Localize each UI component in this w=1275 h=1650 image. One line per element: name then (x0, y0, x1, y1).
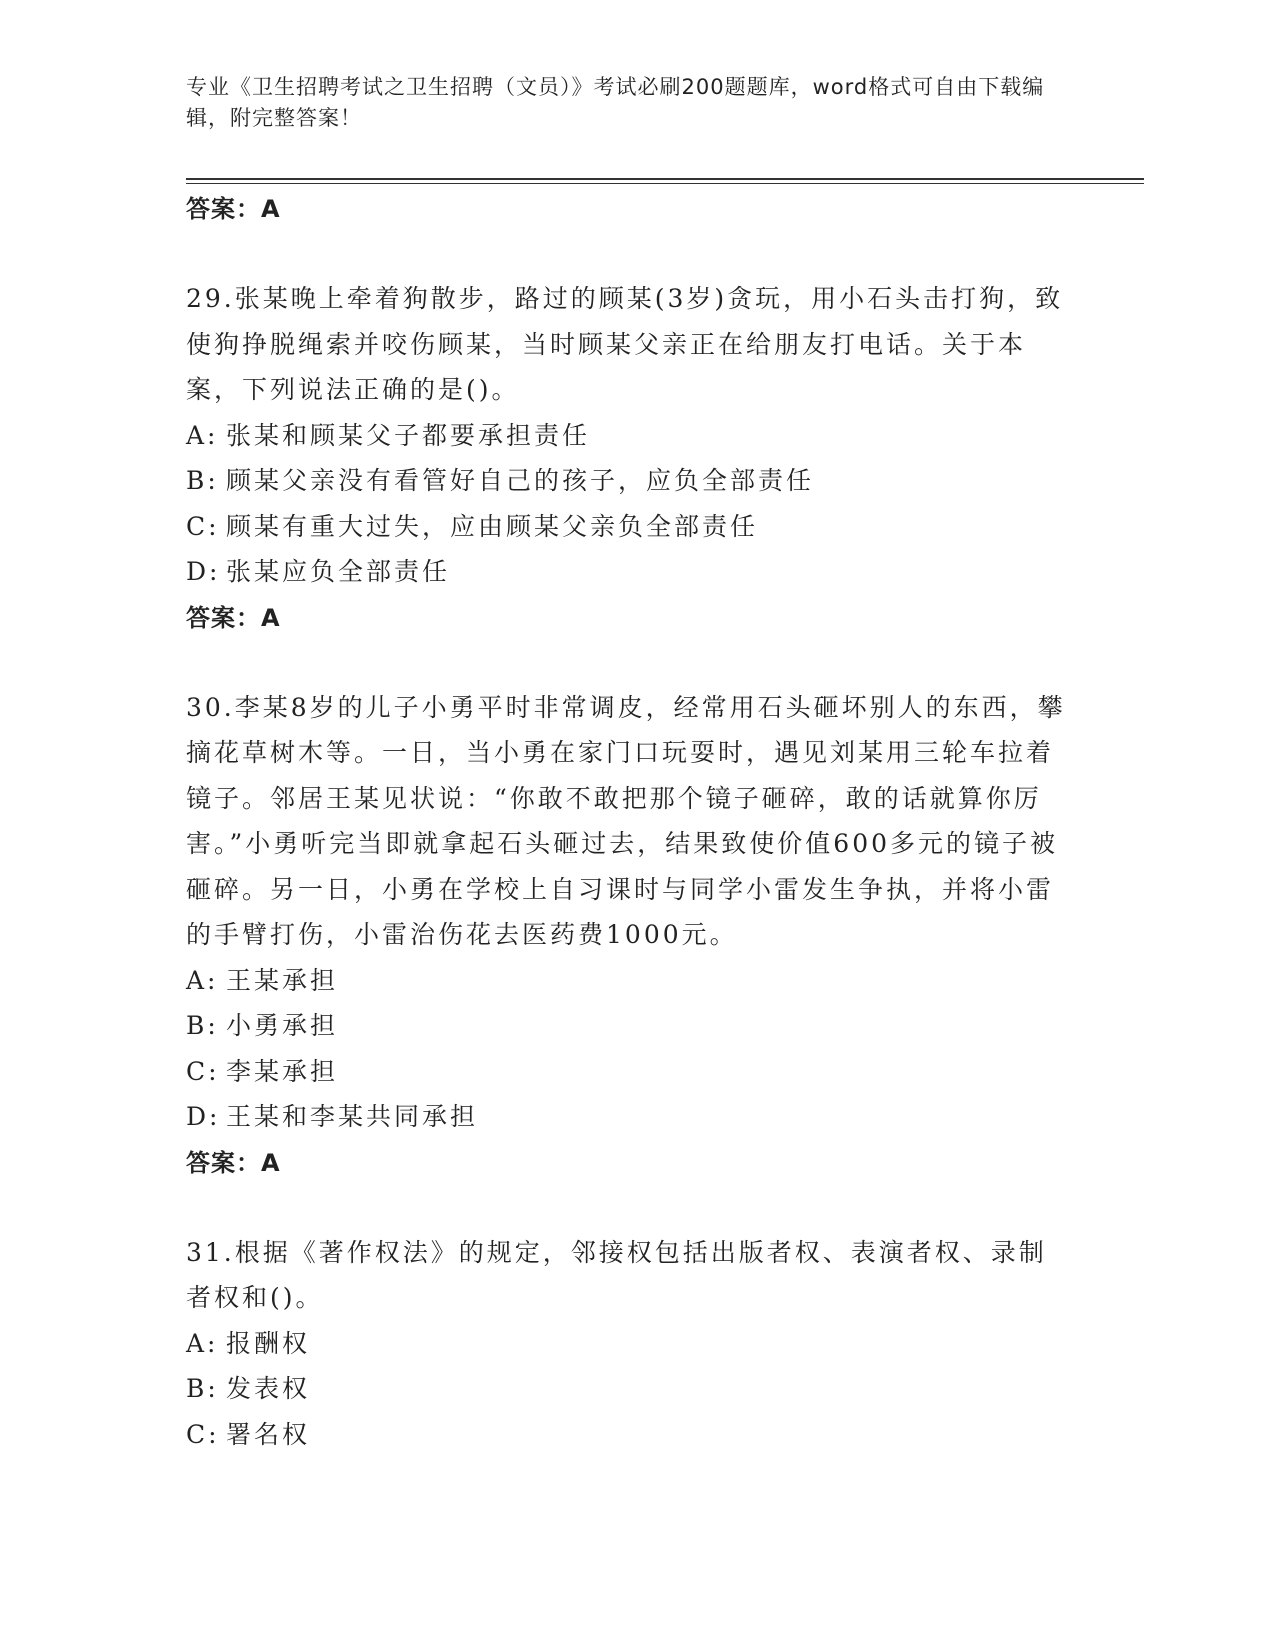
option-text: 张某应负全部责任 (226, 557, 451, 586)
option-key: D: (186, 1102, 221, 1131)
option-text: 顾某有重大过失，应由顾某父亲负全部责任 (226, 511, 759, 541)
option-key: A: (186, 965, 219, 995)
option-key: D: (186, 557, 221, 586)
answer-line: 答案：A (186, 603, 281, 632)
option-text: 发表权 (226, 1374, 311, 1403)
answer-line: 答案：A (186, 1148, 281, 1177)
option-key: B: (186, 1011, 219, 1040)
option-text: 小勇承担 (226, 1011, 339, 1040)
option-a (186, 958, 1066, 1004)
option-key: C: (186, 511, 220, 541)
option-key: A: (186, 1328, 219, 1358)
option-a (186, 1321, 1066, 1367)
option-c (186, 504, 1066, 550)
option-c (186, 1412, 1066, 1458)
option-b (186, 1366, 1066, 1412)
option-c (186, 1049, 1066, 1095)
option-text: 报酬权 (226, 1328, 311, 1358)
header-text: 专业《卫生招聘考试之卫生招聘（文员）》考试必刷200题题库，word格式可自由下载编辑，附完整答案！ (186, 75, 1045, 130)
option-d (186, 1094, 1066, 1140)
header-rule-thin (186, 183, 1144, 184)
option-d (186, 549, 1066, 595)
document-header (186, 72, 1086, 134)
question-31 (186, 1230, 1066, 1458)
option-key: B: (186, 466, 219, 495)
option-b (186, 458, 1066, 504)
option-text: 王某承担 (226, 965, 339, 995)
option-b (186, 1003, 1066, 1049)
option-key: C: (186, 1056, 220, 1086)
option-text: 李某承担 (226, 1056, 339, 1086)
previous-answer: 答案：A (186, 195, 281, 223)
option-a (186, 413, 1066, 459)
header-rule-thick (186, 178, 1144, 180)
question-stem: 31.根据《著作权法》的规定，邻接权包括出版者权、表演者权、录制者权和()。 (186, 1237, 1047, 1312)
option-key: B: (186, 1374, 219, 1403)
option-text: 顾某父亲没有看管好自己的孩子，应负全部责任 (226, 466, 815, 495)
option-key: C: (186, 1419, 220, 1449)
option-text: 署名权 (226, 1419, 311, 1449)
question-30 (186, 685, 1066, 1186)
question-stem: 29.张某晚上牵着狗散步，路过的顾某(3岁)贪玩，用小石头击打狗，致使狗挣脱绳索并咬伤顾某，当时顾某父亲正在给朋友打电话。关于本案，下列说法正确的是()。 (186, 284, 1064, 404)
option-key: A: (186, 420, 219, 450)
option-text: 王某和李某共同承担 (226, 1102, 479, 1131)
question-stem: 30.李某8岁的儿子小勇平时非常调皮，经常用石头砸坏别人的东西，攀摘花草树木等。一日，当小勇在家门口玩耍时，遇见刘某用三轮车拉着镜子。邻居王某见状说：“你敢不敢把那个镜子砸碎，敢的话就算你厉害。”小勇听完当即就拿起石头砸过去，结果致使价值600多元的镜子被砸碎。另一日，小勇在学校上自习课时与同学小雷发生争执，并将小雷的手臂打伤，小雷治伤花去医药费1000元。 (186, 692, 1066, 949)
option-text: 张某和顾某父子都要承担责任 (226, 420, 591, 450)
question-29 (186, 276, 1066, 641)
document-body (186, 186, 1066, 1457)
